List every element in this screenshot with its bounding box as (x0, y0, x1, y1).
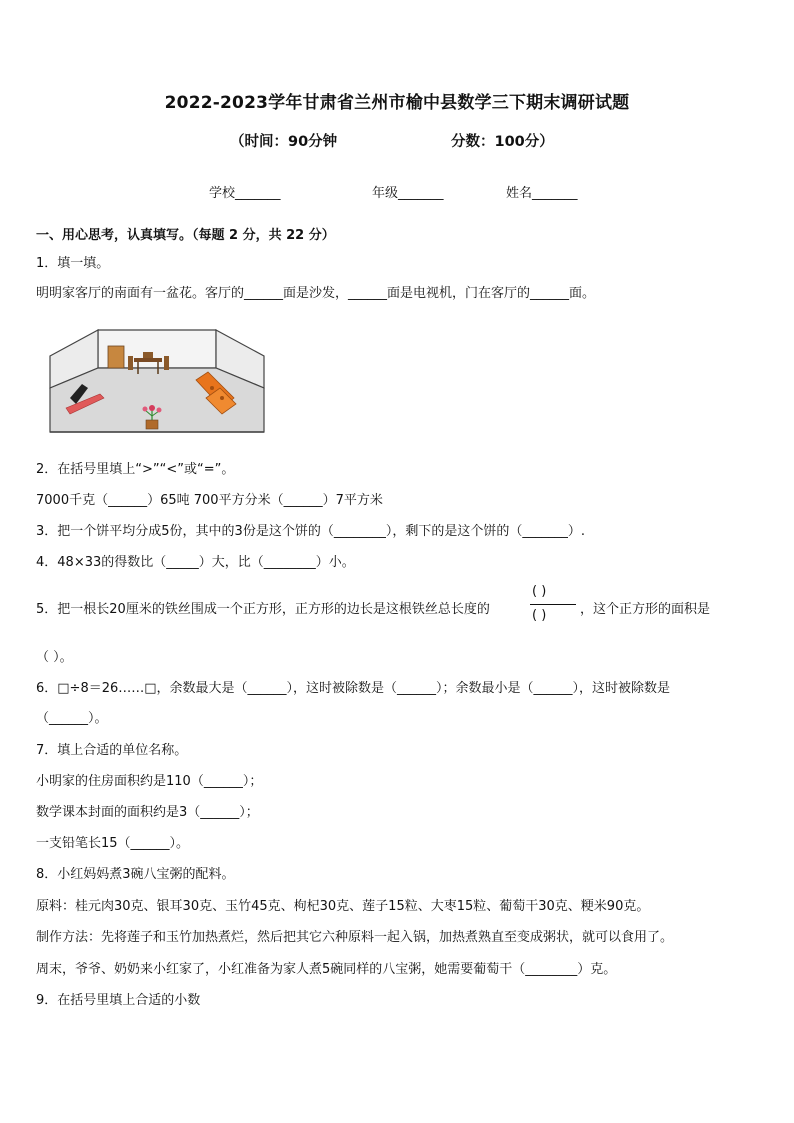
question-8-method: 制作方法：先将莲子和玉竹加热煮烂，然后把其它六种原料一起入锅，加热煮熟直至变成粥状，就可以食用了。 (36, 930, 674, 945)
question-7-title: 7．填上合适的单位名称。 (36, 743, 188, 758)
exam-score: 分数：100分） (451, 134, 554, 150)
question-5-fraction (528, 582, 578, 628)
page-title: 2022-2023学年甘肃省兰州市榆中县数学三下期末调研试题 (164, 93, 630, 113)
question-4-text: 4．48×33的得数比（_____）大，比（________）小。 (36, 555, 355, 570)
exam-time: （时间：90分钟 (230, 134, 338, 150)
question-6-text-a: 6．□÷8＝26……□，余数最大是（______），这时被除数是（______）；余数最小是（______），这时被除数是 (36, 681, 671, 696)
question-5-text-c: （ ）。 (36, 650, 73, 665)
question-2-text: 7000千克（______）65吨 700平方分米（______）7平方米 (36, 493, 383, 508)
question-8-question: 周末，爷爷、奶奶来小红家了，小红准备为家人煮5碗同样的八宝粥，她需要葡萄干（________）克。 (36, 962, 617, 977)
name-field[interactable]: 姓名_______ (506, 186, 578, 201)
question-7-b: 数学课本封面的面积约是3（______）； (36, 805, 259, 820)
question-9-title: 9．在括号里填上合适的小数 (36, 993, 201, 1008)
grade-field[interactable]: 年级_______ (372, 186, 444, 201)
question-8-ingredients: 原料：桂元肉30克、银耳30克、玉竹45克、枸杞30克、莲子15粒、大枣15粒、葡萄干30克、粳米90克。 (36, 899, 650, 914)
question-7-a: 小明家的住房面积约是110（______）； (36, 774, 263, 789)
question-8-title: 8．小红妈妈煮3碗八宝粥的配料。 (36, 867, 235, 882)
fraction-bar (530, 604, 576, 605)
question-7-c: 一支铅笔长15（______）。 (36, 836, 190, 851)
living-room-illustration (48, 328, 266, 440)
section-heading: 一、用心思考，认真填写。（每题 2 分，共 22 分） (36, 228, 335, 243)
fraction-denominator[interactable]: ( ) (532, 608, 547, 623)
question-5-text-a: 5．把一根长20厘米的铁丝围成一个正方形，正方形的边长是这根铁丝总长度的 (36, 602, 490, 617)
question-5-text-b: ，这个正方形的面积是 (580, 602, 711, 617)
school-field[interactable]: 学校_______ (209, 186, 281, 201)
question-1-title: 1．填一填。 (36, 256, 110, 271)
fraction-numerator[interactable]: ( ) (532, 584, 547, 599)
question-1-text: 明明家客厅的南面有一盆花。客厅的______面是沙发，______面是电视机，门在客厅的______面。 (36, 286, 596, 301)
door-icon (108, 346, 124, 368)
question-6-text-b: （______）。 (36, 711, 108, 726)
question-3-text: 3．把一个饼平均分成5份，其中的3份是这个饼的（________），剩下的是这个饼的（_______）. (36, 524, 585, 539)
question-2-title: 2．在括号里填上“>”“<”或“=”。 (36, 462, 235, 477)
